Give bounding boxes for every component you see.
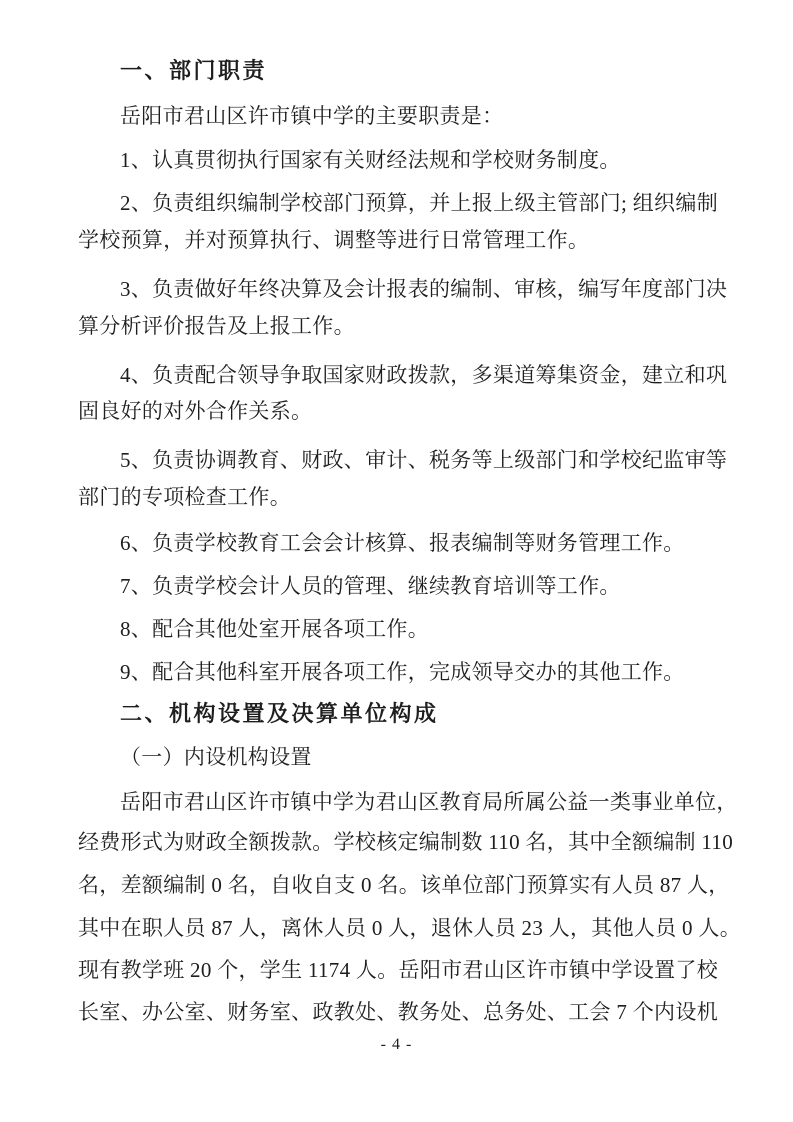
text-line: 7、负责学校会计人员的管理、继续教育培训等工作。 [120,574,621,598]
text-line: 其中在职人员 87 人，离休人员 0 人，退休人员 23 人，其他人员 0 人。 [78,916,741,940]
text-line: （一）内设机构设置 [120,745,312,769]
text-line: 2、负责组织编制学校部门预算，并上报上级主管部门; 组织编制 [120,191,718,215]
text-line: 岳阳市君山区许市镇中学为君山区教育局所属公益一类事业单位， [120,790,738,814]
section-heading: 二、机构设置及决算单位构成 [120,701,439,726]
text-line: 固良好的对外合作关系。 [78,399,313,423]
text-line: 4、负责配合领导争取国家财政拨款，多渠道筹集资金，建立和巩 [120,363,728,387]
text-line: 9、配合其他科室开展各项工作，完成领导交办的其他工作。 [120,660,685,684]
page-number: - 4 - [380,1036,413,1053]
text-line: 1、认真贯彻执行国家有关财经法规和学校财务制度。 [120,148,621,172]
section-heading: 一、部门职责 [120,58,268,83]
text-line: 6、负责学校教育工会会计核算、报表编制等财务管理工作。 [120,531,685,555]
text-line: 岳阳市君山区许市镇中学的主要职责是： [120,104,504,128]
text-line: 长室、办公室、财务室、政教处、教务处、总务处、工会 7 个内设机 [78,1000,718,1024]
text-line: 5、负责协调教育、财政、审计、税务等上级部门和学校纪监审等 [120,448,728,472]
text-line: 名，差额编制 0 名，自收自支 0 名。该单位部门预算实有人员 87 人， [78,873,730,897]
text-line: 3、负责做好年终决算及会计报表的编制、审核，编写年度部门决 [120,277,728,301]
text-line: 学校预算，并对预算执行、调整等进行日常管理工作。 [78,228,590,252]
text-line: 现有教学班 20 个，学生 1174 人。岳阳市君山区许市镇中学设置了校 [78,958,719,982]
document-content [78,0,741,1122]
text-line: 8、配合其他处室开展各项工作。 [120,617,429,641]
text-line: 算分析评价报告及上报工作。 [78,314,355,338]
text-line: 经费形式为财政全额拨款。学校核定编制数 110 名，其中全额编制 110 [78,830,733,854]
text-line: 部门的专项检查工作。 [78,485,291,509]
page-footer [0,1033,793,1057]
